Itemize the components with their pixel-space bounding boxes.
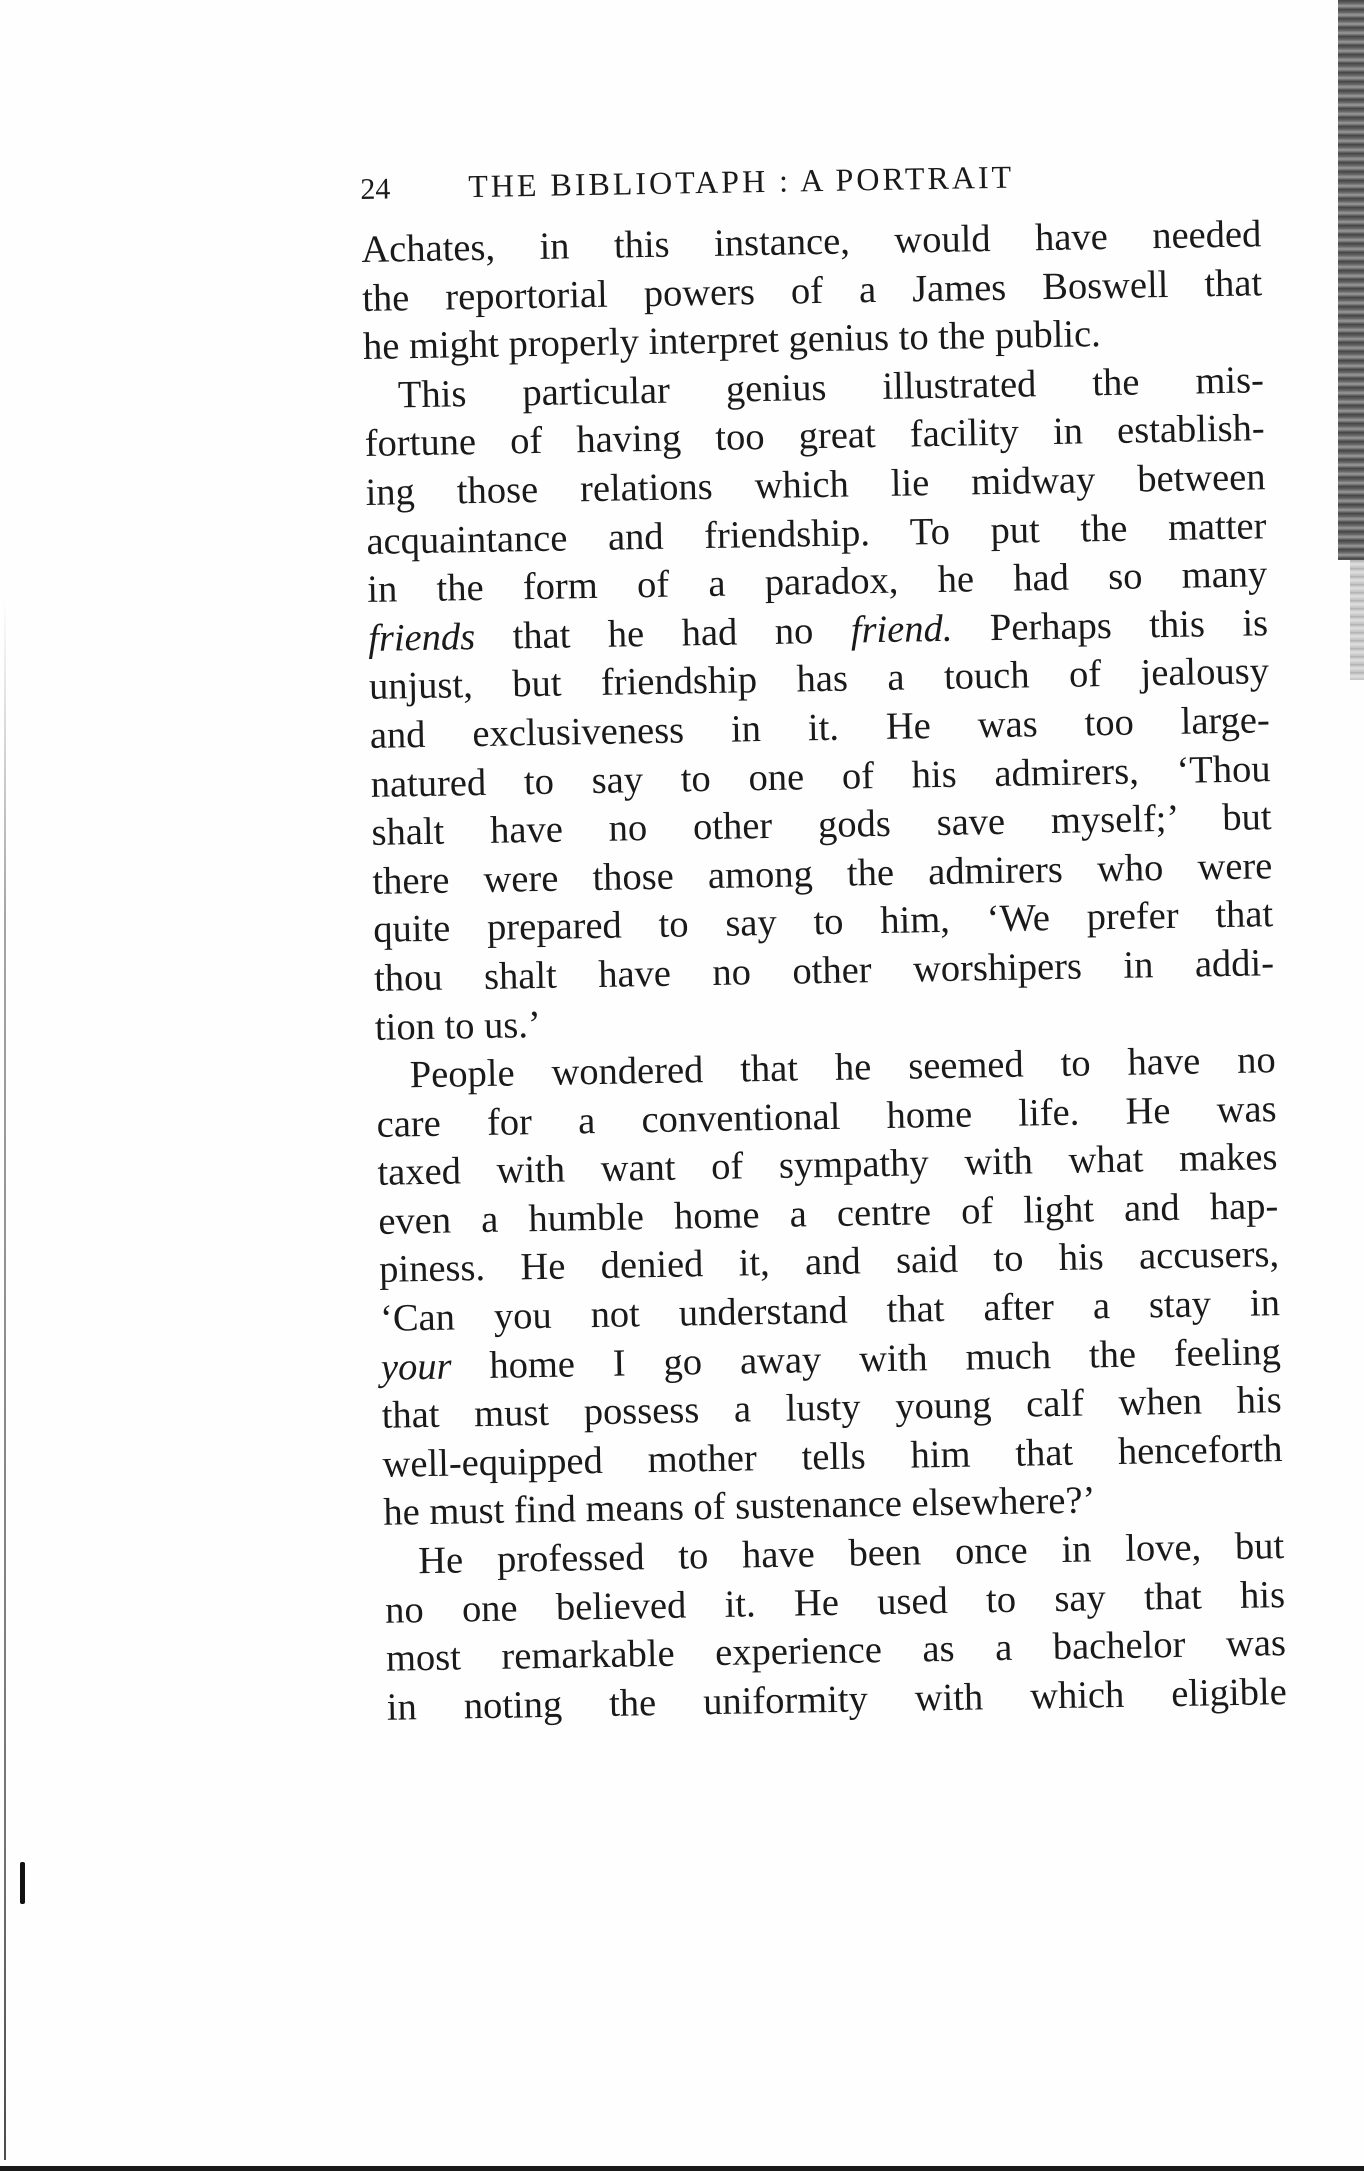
- text-line: People wondered that he seemed to have no: [409, 1039, 1277, 1097]
- text-run: that he had no: [474, 609, 852, 658]
- body-text: [361, 210, 1287, 1732]
- text-block: [360, 154, 1287, 1732]
- text-line: Achates, in this instance, would have needed: [361, 213, 1262, 271]
- text-line: This particular genius illustrated the mis-: [397, 359, 1265, 417]
- italic-word: your: [380, 1345, 452, 1389]
- text-line: care for a conventional home life. He was: [376, 1087, 1277, 1146]
- text-line: thou shalt have no other worshipers in addi-: [373, 942, 1275, 1000]
- text-line: ‘Can you not understand that after a stay in: [379, 1282, 1281, 1340]
- italic-word: friend.: [850, 607, 953, 652]
- text-line: ing those relations which lie midway between: [365, 456, 1266, 514]
- text-line: that must possess a lusty young calf when his: [381, 1379, 1282, 1438]
- text-run: Perhaps this is: [951, 601, 1269, 650]
- scan-gutter-left: [4, 600, 6, 2160]
- scan-mark: [20, 1862, 25, 1904]
- text-line: no one believed it. He used to say that his: [384, 1573, 1286, 1632]
- text-run: home I go away with much the feeling: [451, 1330, 1282, 1388]
- page-number: 24: [360, 172, 391, 206]
- text-line: unjust, but friendship has a touch of jealousy: [368, 650, 1270, 709]
- text-line: acquaintance and friendship. To put the matter: [366, 504, 1267, 563]
- scan-edge-bottom: [0, 2166, 1364, 2171]
- text-line: taxed with want of sympathy with what makes: [377, 1136, 1278, 1195]
- text-line: the reportorial powers of a James Boswell that: [361, 261, 1263, 320]
- text-line: fortune of having too great facility in establish-: [364, 407, 1266, 466]
- text-line: even a humble home a centre of light and hap-: [377, 1185, 1279, 1243]
- running-head-title: THE BIBLIOTAPH : A PORTRAIT: [467, 158, 1015, 205]
- scan-edge-right-lower: [1350, 560, 1364, 680]
- text-line: and exclusiveness in it. He was too large-: [369, 699, 1271, 757]
- text-line: well-equipped mother tells him that henceforth: [382, 1427, 1283, 1486]
- italic-word: friends: [367, 615, 476, 660]
- text-line: in the form of a paradox, he had so many: [366, 553, 1268, 612]
- text-line: in noting the uniformity with which eligible: [386, 1670, 1288, 1729]
- text-line: shalt have no other gods save myself;’ but: [371, 796, 1272, 855]
- text-line: he must find means of sustenance elsewhere?’: [383, 1479, 1096, 1535]
- scan-edge-right: [1338, 0, 1364, 560]
- text-line: tion to us.’: [374, 1003, 542, 1049]
- text-line: most remarkable experience as a bachelor was: [385, 1622, 1287, 1680]
- text-line: He professed to have been once in love, but: [417, 1525, 1285, 1583]
- text-line: quite prepared to say to him, ‘We prefer that: [372, 893, 1274, 952]
- text-line: natured to say to one of his admirers, ‘Thou: [370, 747, 1271, 806]
- text-line: piness. He denied it, and said to his accusers,: [378, 1233, 1280, 1292]
- text-line: there were those among the admirers who were: [372, 844, 1273, 903]
- text-line: he might properly interpret genius to the public.: [362, 313, 1102, 369]
